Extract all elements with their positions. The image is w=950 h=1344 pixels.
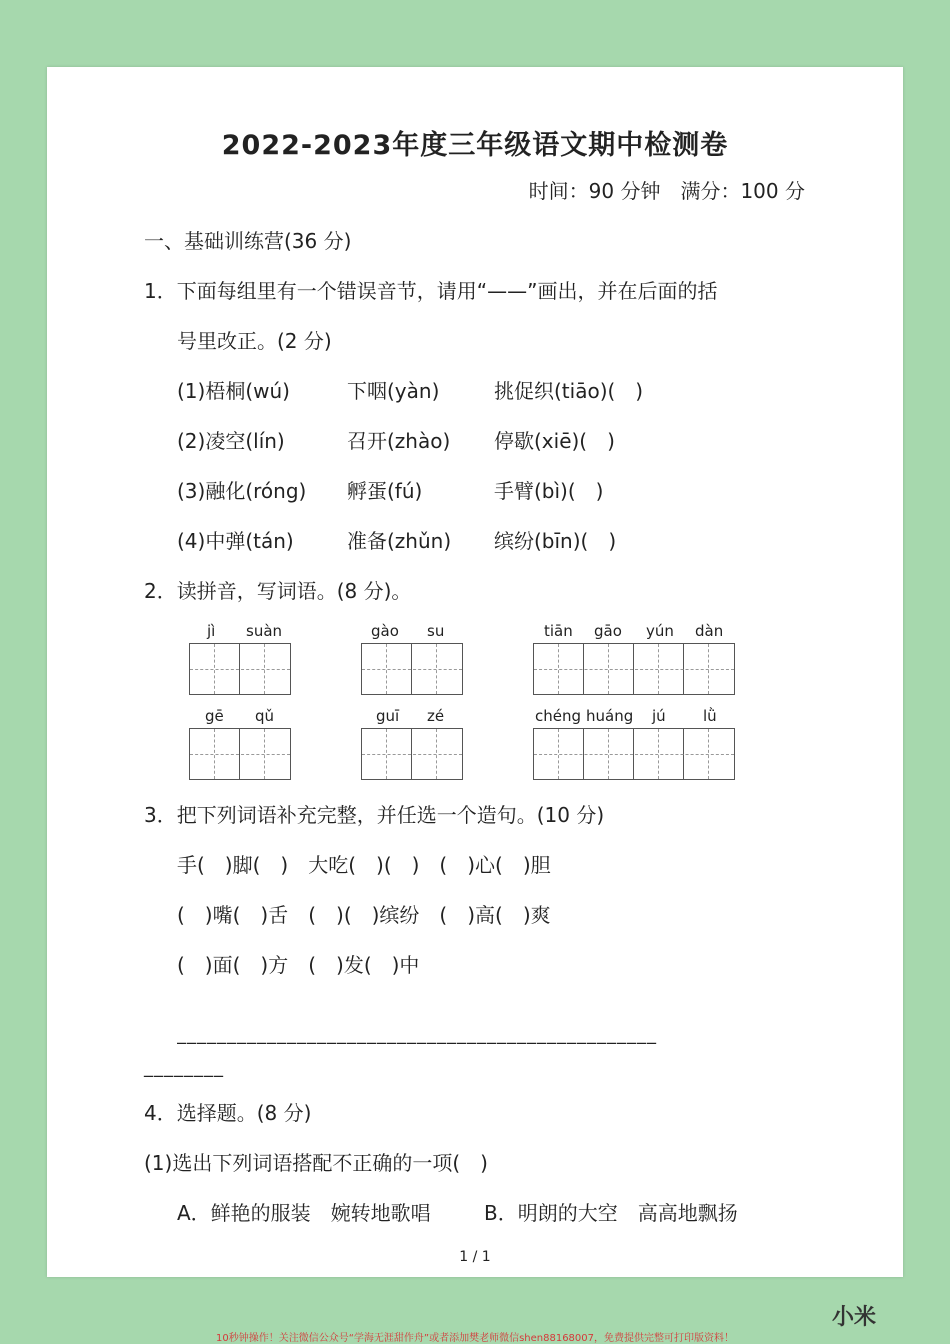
pinyin: suàn: [246, 622, 283, 640]
q1-item: 停歇(xiē)( ): [494, 429, 615, 453]
brand-logo: 小米: [832, 1304, 877, 1330]
writing-grid[interactable]: [189, 728, 291, 780]
q2-heading: 2．读拼音，写词语。(8 分)。: [144, 579, 412, 603]
q1-item: (2)凌空(lín): [177, 429, 285, 453]
pinyin: zé: [427, 707, 445, 725]
q1-item: 下咽(yàn): [347, 379, 440, 403]
option-b: B．明朗的大空 高高地飘扬: [484, 1201, 738, 1225]
answer-line-continued[interactable]: ________: [144, 1057, 224, 1078]
pinyin: chéng: [535, 707, 582, 725]
pinyin: huáng: [586, 707, 634, 725]
pinyin: tiān: [544, 622, 573, 640]
option-a: A．鲜艳的服装 婉转地歌唱: [177, 1201, 431, 1225]
exam-meta: 时间：90 分钟 满分：100 分: [528, 179, 805, 203]
q3-heading: 3．把下列词语补充完整，并任选一个造句。(10 分): [144, 803, 605, 827]
q1-line1: 1．下面每组里有一个错误音节，请用“——”画出，并在后面的括: [144, 279, 718, 303]
exam-paper: [47, 67, 903, 1277]
q3-row: ( )嘴( )舌 ( )( )缤纷 ( )高( )爽: [177, 903, 551, 927]
q1-item: 挑促织(tiāo)( ): [494, 379, 644, 403]
pinyin: lǜ: [703, 707, 717, 725]
page-number: 1 / 1: [459, 1249, 491, 1265]
pinyin: jì: [207, 622, 216, 640]
pinyin: jú: [652, 707, 666, 725]
q4-heading: 4．选择题。(8 分): [144, 1101, 312, 1125]
pinyin: guī: [376, 707, 400, 725]
q4-sub1: (1)选出下列词语搭配不正确的一项( ): [144, 1151, 488, 1175]
writing-grid[interactable]: [533, 643, 735, 695]
q1-item: (3)融化(róng): [177, 479, 307, 503]
answer-line[interactable]: ________________________________________________: [177, 1024, 657, 1045]
q1-item: 手臂(bì)( ): [494, 479, 604, 503]
page-title: 2022-2023年度三年级语文期中检测卷: [221, 130, 729, 161]
pinyin: gē: [205, 707, 224, 725]
q1-item: 缤纷(bīn)( ): [494, 529, 617, 553]
pinyin: dàn: [695, 622, 724, 640]
pinyin: yún: [646, 622, 674, 640]
pinyin: gāo: [594, 622, 622, 640]
writing-grid[interactable]: [361, 728, 463, 780]
q1-item: 准备(zhǔn): [347, 529, 452, 553]
section-heading: 一、基础训练营(36 分): [144, 229, 352, 253]
q1-item: 召开(zhào): [347, 429, 451, 453]
q1-item: (1)梧桐(wú): [177, 379, 290, 403]
writing-grid[interactable]: [533, 728, 735, 780]
footer-note: 10秒钟操作！关注微信公众号“学海无涯甜作舟”或者添加樊老师微信shen88168007，免费提供完整可打印版资料！: [215, 1333, 735, 1344]
pinyin: gào: [371, 622, 399, 640]
writing-grid[interactable]: [361, 643, 463, 695]
q1-line2: 号里改正。(2 分): [177, 329, 332, 353]
pinyin: qǔ: [255, 707, 275, 725]
writing-grid[interactable]: [189, 643, 291, 695]
q1-item: (4)中弹(tán): [177, 529, 294, 553]
pinyin: su: [427, 622, 445, 640]
q3-row: ( )面( )方 ( )发( )中: [177, 953, 420, 977]
q3-row: 手( )脚( ) 大吃( )( ) ( )心( )胆: [177, 853, 551, 877]
q1-item: 孵蛋(fú): [347, 479, 423, 503]
